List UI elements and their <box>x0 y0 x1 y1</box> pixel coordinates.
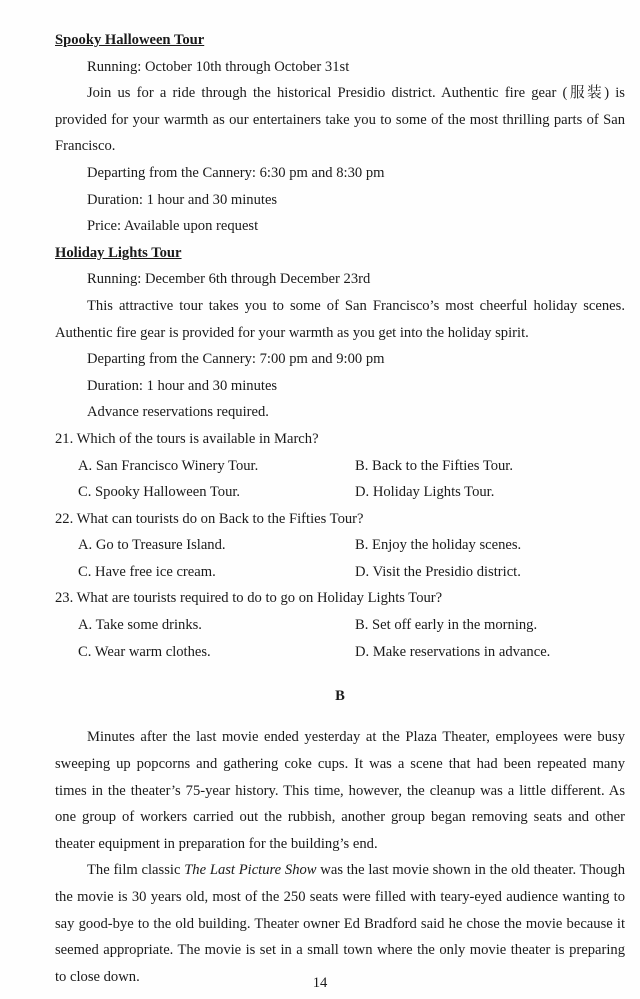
option-d: D. Visit the Presidio district. <box>355 563 521 580</box>
tour-duration: Duration: 1 hour and 30 minutes <box>87 377 278 394</box>
options-row <box>55 453 625 480</box>
option-a: A. San Francisco Winery Tour. <box>78 457 259 474</box>
option-c: C. Spooky Halloween Tour. <box>78 484 241 501</box>
options-row <box>55 639 625 666</box>
question-22 <box>55 506 625 586</box>
option-a: A. Go to Treasure Island. <box>78 537 226 554</box>
section-heading: B <box>335 688 345 705</box>
tour-price: Price: Available upon request <box>87 218 259 235</box>
question-stem: 22. What can tourists do on Back to the Fifties Tour? <box>55 510 364 527</box>
question-stem: 23. What are tourists required to do to go on Holiday Lights Tour? <box>55 590 443 607</box>
option-b: B. Back to the Fifties Tour. <box>355 457 514 474</box>
tour-running: Running: December 6th through December 23rd <box>87 271 371 288</box>
tour-section-halloween <box>55 27 625 240</box>
question-stem: 21. Which of the tours is available in March? <box>55 430 319 447</box>
options-row <box>55 532 625 559</box>
tour-departure: Departing from the Cannery: 6:30 pm and 8:30 pm <box>87 164 385 181</box>
tour-description: This attractive tour takes you to some of San Francisco’s most cheerful holiday scenes. Authentic fire gear is provided for your warmth as you get into the holiday spirit. <box>55 297 625 341</box>
option-a: A. Take some drinks. <box>78 617 202 634</box>
tour-duration: Duration: 1 hour and 30 minutes <box>87 191 278 208</box>
paragraph-text: was the last movie shown in the old theater. Though the movie is 30 years old, most of the 250 seats were filled with teary-eyed audience wanting to say good-bye to the old building. Theater owner Ed Bradford said he chose the movie because it seemed appropriate. The movie is set in a small town where the only movie theater is preparing to close down. <box>55 862 625 985</box>
option-d: D. Make reservations in advance. <box>355 643 551 660</box>
tour-description: Join us for a ride through the historical Presidio district. Authentic fire gear (服装) is provided for your warmth as our entertainers take you to some of the most thrilling parts of San Francisco. <box>55 85 625 155</box>
tour-reservation-note: Advance reservations required. <box>87 404 269 421</box>
tour-title: Spooky Halloween Tour <box>55 32 205 48</box>
tour-departure: Departing from the Cannery: 7:00 pm and 9:00 pm <box>87 351 385 368</box>
options-row <box>55 612 625 639</box>
option-b: B. Enjoy the holiday scenes. <box>355 537 522 554</box>
option-d: D. Holiday Lights Tour. <box>355 484 495 501</box>
options-row <box>55 479 625 506</box>
option-c: C. Have free ice cream. <box>78 563 216 580</box>
film-title: The Last Picture Show <box>184 862 317 879</box>
options-row <box>55 559 625 586</box>
option-c: C. Wear warm clothes. <box>78 643 211 660</box>
tour-title: Holiday Lights Tour <box>55 244 182 261</box>
paragraph-text: The film classic <box>87 862 185 879</box>
passage-paragraph-1: Minutes after the last movie ended yesterday at the Plaza Theater, employees were busy sweeping up popcorns and gathering coke cups. It was a scene that had been repeated many times in the theater’s 75-year history. This time, however, the cleanup was a little different. As one group of workers carried out the rubbish, another group began removing seats and other theater equipment in preparation for the building’s end. <box>55 729 625 852</box>
tour-section-holiday <box>55 240 625 426</box>
question-21 <box>55 426 625 506</box>
tour-running: Running: October 10th through October 31st <box>87 58 350 75</box>
question-23 <box>55 585 625 665</box>
option-b: B. Set off early in the morning. <box>355 617 538 634</box>
page-number: 14 <box>312 975 328 991</box>
